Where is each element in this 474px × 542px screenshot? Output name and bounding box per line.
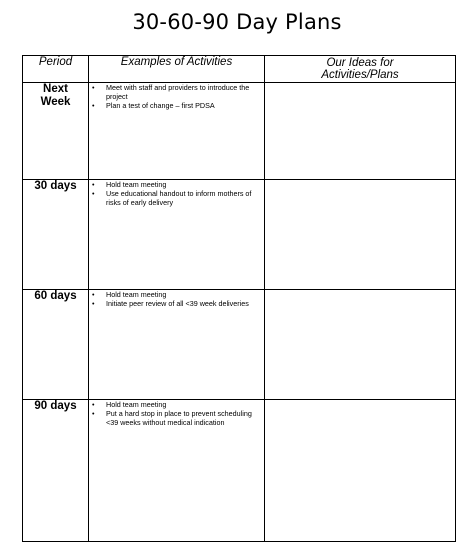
activity-text: Initiate peer review of all <39 week deliveries [106,299,249,308]
header-ideas-line1: Our Ideas for [326,57,394,69]
activity-text: Hold team meeting [106,400,167,409]
activities-list [89,290,264,308]
bullet-icon: • [92,180,95,189]
plan-table [22,55,456,542]
bullet-icon: • [92,83,95,92]
list-item [89,299,264,308]
header-ideas [265,56,456,83]
bullet-icon: • [92,299,95,308]
table-row [23,180,456,290]
list-item [89,101,264,110]
activities-cell [89,290,265,400]
period-cell [23,290,89,400]
period-label: 90 days [34,400,77,412]
header-ideas-line2: Activities/Plans [321,69,399,81]
bullet-icon: • [92,400,95,409]
ideas-cell[interactable] [265,180,456,290]
header-period: Period [23,56,89,83]
ideas-cell[interactable] [265,290,456,400]
period-cell [23,400,89,542]
ideas-cell[interactable] [265,400,456,542]
activities-list [89,180,264,207]
activities-list [89,83,264,110]
activity-text: Meet with staff and providers to introduce the project [106,83,250,101]
bullet-icon: • [92,409,95,418]
table-row [23,290,456,400]
activity-text: Put a hard stop in place to prevent scheduling <39 weeks without medical indication [106,409,252,427]
list-item [89,409,264,427]
list-item [89,400,264,409]
period-label: 30 days [34,180,77,192]
period-label: 60 days [34,290,77,302]
bullet-icon: • [92,189,95,198]
list-item [89,189,264,207]
activities-cell [89,180,265,290]
bullet-icon: • [92,290,95,299]
activities-cell [89,400,265,542]
list-item [89,290,264,299]
list-item [89,180,264,189]
period-label-line1: Next [43,83,68,95]
header-row [23,56,456,83]
activities-list [89,400,264,427]
bullet-icon: • [92,101,95,110]
table-row [23,83,456,180]
activity-text: Hold team meeting [106,180,167,189]
ideas-cell[interactable] [265,83,456,180]
list-item [89,83,264,101]
table-row [23,400,456,542]
activity-text: Use educational handout to inform mothers of risks of early delivery [106,189,252,207]
activity-text: Hold team meeting [106,290,167,299]
activities-cell [89,83,265,180]
period-label-line2: Week [40,96,71,108]
header-examples: Examples of Activities [89,56,265,83]
period-cell [23,180,89,290]
page-title: 30-60-90 Day Plans [132,10,342,34]
activity-text: Plan a test of change – first PDSA [106,101,215,110]
period-cell [23,83,89,180]
